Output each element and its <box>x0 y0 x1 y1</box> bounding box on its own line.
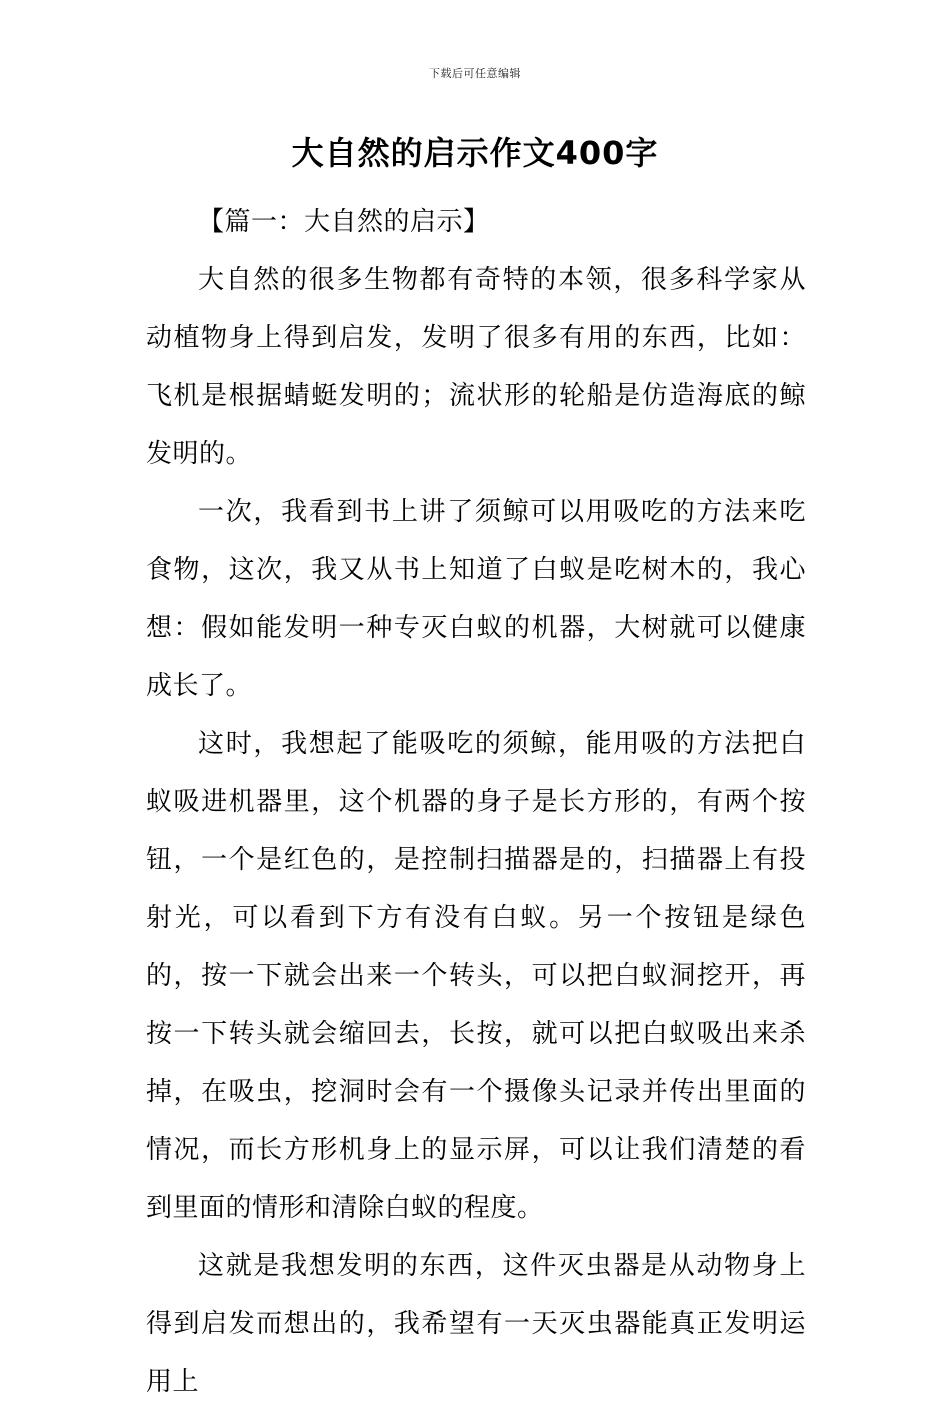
paragraph-4: 这就是我想发明的东西，这件灭虫器是从动物身上得到启发而想出的，我希望有一天灭虫器能真正发明运用上 <box>146 1251 806 1397</box>
section-heading: 【篇一：大自然的启示】 <box>198 207 490 237</box>
paragraph-3: 这时，我想起了能吸吃的须鲸，能用吸的方法把白蚁吸进机器里，这个机器的身子是长方形的，有两个按钮，一个是红色的，是控制扫描器是的，扫描器上有投射光，可以看到下方有没有白蚁。另一个按钮是绿色的，按一下就会出来一个转头，可以把白蚁洞挖开，再按一下转头就会缩回去，长按，就可以把白蚁吸出来杀掉，在吸虫，挖洞时会有一个摄像头记录并传出里面的情况，而长方形机身上的显示屏，可以让我们清楚的看到里面的情形和清除白蚁的程度。 <box>146 729 806 1223</box>
document-title: 大自然的启示作文400字 <box>291 134 659 172</box>
paragraph-2: 一次，我看到书上讲了须鲸可以用吸吃的方法来吃食物，这次，我又从书上知道了白蚁是吃树木的，我心想：假如能发明一种专灭白蚁的机器，大树就可以健康成长了。 <box>146 497 806 701</box>
document-body <box>146 193 806 1411</box>
paragraph-1: 大自然的很多生物都有奇特的本领，很多科学家从动植物身上得到启发，发明了很多有用的东西，比如：飞机是根据蜻蜓发明的；流状形的轮船是仿造海底的鲸发明的。 <box>146 265 806 469</box>
header-note: 下载后可任意编辑 <box>429 67 521 80</box>
